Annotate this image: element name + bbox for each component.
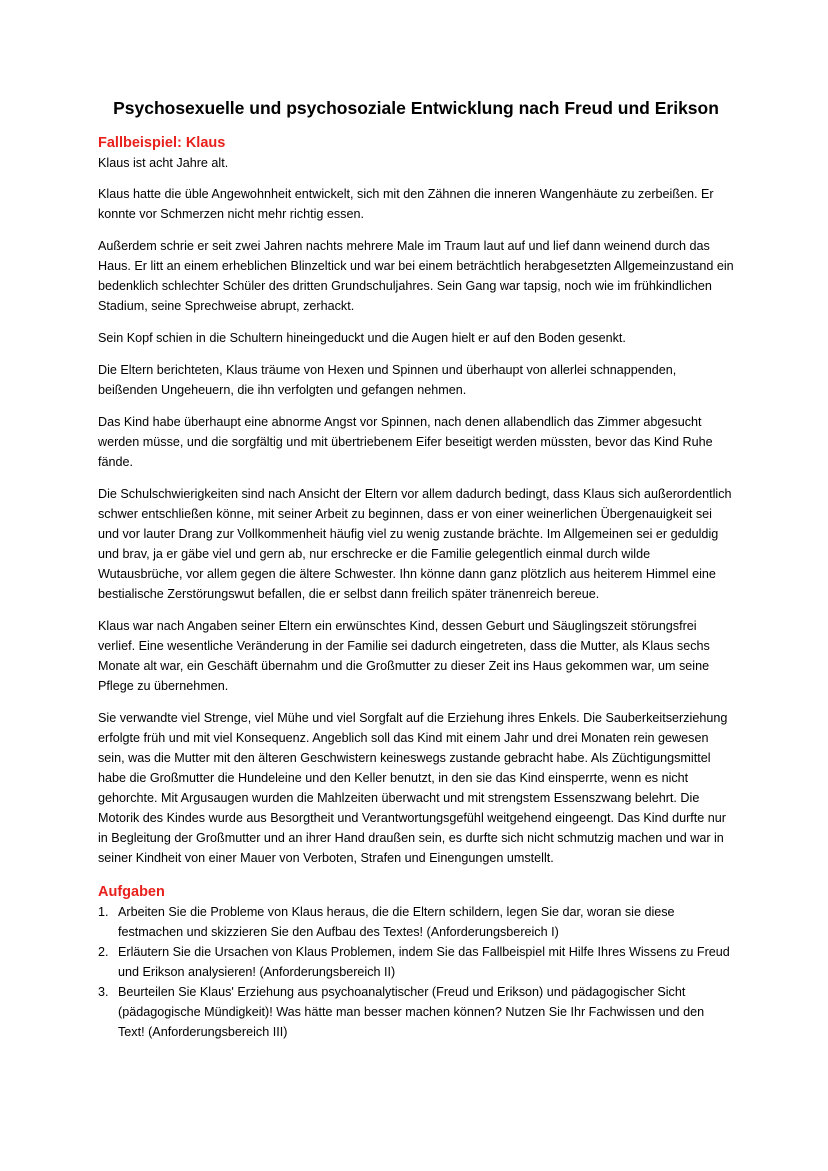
- task-item: [98, 902, 734, 942]
- tasks-list: [98, 902, 734, 1042]
- task-text: Erläutern Sie die Ursachen von Klaus Problemen, indem Sie das Fallbeispiel mit Hilfe Ihres Wissens zu Freud und Erikson analysieren! (Anforderungsbereich II): [118, 945, 730, 979]
- task-number: 1.: [98, 905, 109, 919]
- task-item: [98, 982, 734, 1042]
- task-number: 2.: [98, 945, 109, 959]
- paragraph-posture: Sein Kopf schien in die Schultern hineingeduckt und die Augen hielt er auf den Boden gesenkt.: [98, 331, 626, 345]
- task-text: Arbeiten Sie die Probleme von Klaus heraus, die die Eltern schildern, legen Sie dar, woran sie diese festmachen und skizzieren Sie den Aufbau des Textes! (Anforderungsbereich I): [118, 905, 675, 939]
- task-text: Beurteilen Sie Klaus' Erziehung aus psychoanalytischer (Freud und Erikson) und pädagogischer Sicht (pädagogische Mündigkeit)! Was hätte man besser machen können? Nutzen Sie Ihr Fachwissen und den Text! (Anforderungsbereich III): [118, 985, 705, 1039]
- task-number: 3.: [98, 985, 109, 999]
- document-page: [98, 98, 734, 1042]
- paragraph-dreams: Die Eltern berichteten, Klaus träume von Hexen und Spinnen und überhaupt von allerlei schnappenden, beißenden Ungeheuern, die ihn verfolgten und gefangen nehmen.: [98, 363, 677, 397]
- paragraph-upbringing: Sie verwandte viel Strenge, viel Mühe und viel Sorgfalt auf die Erziehung ihres Enkels. Die Sauberkeitserziehung erfolgte früh und mit viel Konsequenz. Angeblich soll das Kind mit einem Jahr und drei Monaten rein gewesen sein, was die Mutter mit den älteren Geschwistern keineswegs zustande gebracht habe. Als Züchtigungsmittel habe die Großmutter die Hundeleine und den Keller benutzt, in den sie das Kind einsperrte, wenn es nicht gehorchte. Mit Argusaugen wurden die Mahlzeiten überwacht und mit strengstem Essenszwang belehrt. Die Motorik des Kindes wurde aus Besorgtheit und Verantwortungsgefühl weitgehend eingeengt. Das Kind durfte nur in Begleitung der Großmutter und an ihrer Hand draußen sein, es durfte sich nicht schmutzig machen und war in seiner Kindheit von einer Mauer von Verboten, Strafen und Einengungen umstellt.: [98, 711, 728, 865]
- paragraph-symptoms: Außerdem schrie er seit zwei Jahren nachts mehrere Male im Traum laut auf und lief dann weinend durch das Haus. Er litt an einem erheblichen Blinzeltick und war bei einem beträchtlich herabgesetzten Allgemeinzustand ein bedenklich schlechter Schüler des dritten Grundschuljahres. Sein Gang war tapsig, noch wie im frühkindlichen Stadium, seine Sprechweise abrupt, zerhackt.: [98, 239, 734, 313]
- paragraph-family: Klaus war nach Angaben seiner Eltern ein erwünschtes Kind, dessen Geburt und Säuglingszeit störungsfrei verlief. Eine wesentliche Veränderung in der Familie sei dadurch eingetreten, dass die Mutter, als Klaus sechs Monate alt war, ein Geschäft übernahm und die Großmutter zu dieser Zeit ins Haus gekommen war, um seine Pflege zu übernehmen.: [98, 619, 710, 693]
- task-item: [98, 942, 734, 982]
- paragraph-spider-fear: Das Kind habe überhaupt eine abnorme Angst vor Spinnen, nach denen allabendlich das Zimmer abgesucht werden müsse, und die sorgfältig und mit übertriebenem Eifer beseitigt werden müssten, bevor das Kind Ruhe fände.: [98, 415, 713, 469]
- tasks-heading: Aufgaben: [98, 884, 165, 900]
- case-heading: Fallbeispiel: Klaus: [98, 135, 226, 151]
- paragraph-habit: Klaus hatte die üble Angewohnheit entwickelt, sich mit den Zähnen die inneren Wangenhäute zu zerbeißen. Er konnte vor Schmerzen nicht mehr richtig essen.: [98, 187, 714, 221]
- paragraph-age: Klaus ist acht Jahre alt.: [98, 156, 229, 170]
- document-title: Psychosexuelle und psychosoziale Entwicklung nach Freud und Erikson: [113, 98, 719, 118]
- paragraph-school: Die Schulschwierigkeiten sind nach Ansicht der Eltern vor allem dadurch bedingt, dass Klaus sich außerordentlich schwer entschließen könne, mit seiner Arbeit zu beginnen, dass er von einer weinerlichen Übergenauigkeit sei und vor lauter Drang zur Vollkommenheit häufig viel zu wenig zustande brächte. Im Allgemeinen sei er geduldig und brav, ja er gäbe viel und gern ab, nur erschrecke er die Familie gelegentlich einmal durch wilde Wutausbrüche, vor allem gegen die ältere Schwester. Ihn könne dann ganz plötzlich aus heiterem Himmel eine bestialische Zerstörungswut befallen, die er selbst dann freilich später tränenreich bereue.: [98, 487, 732, 601]
